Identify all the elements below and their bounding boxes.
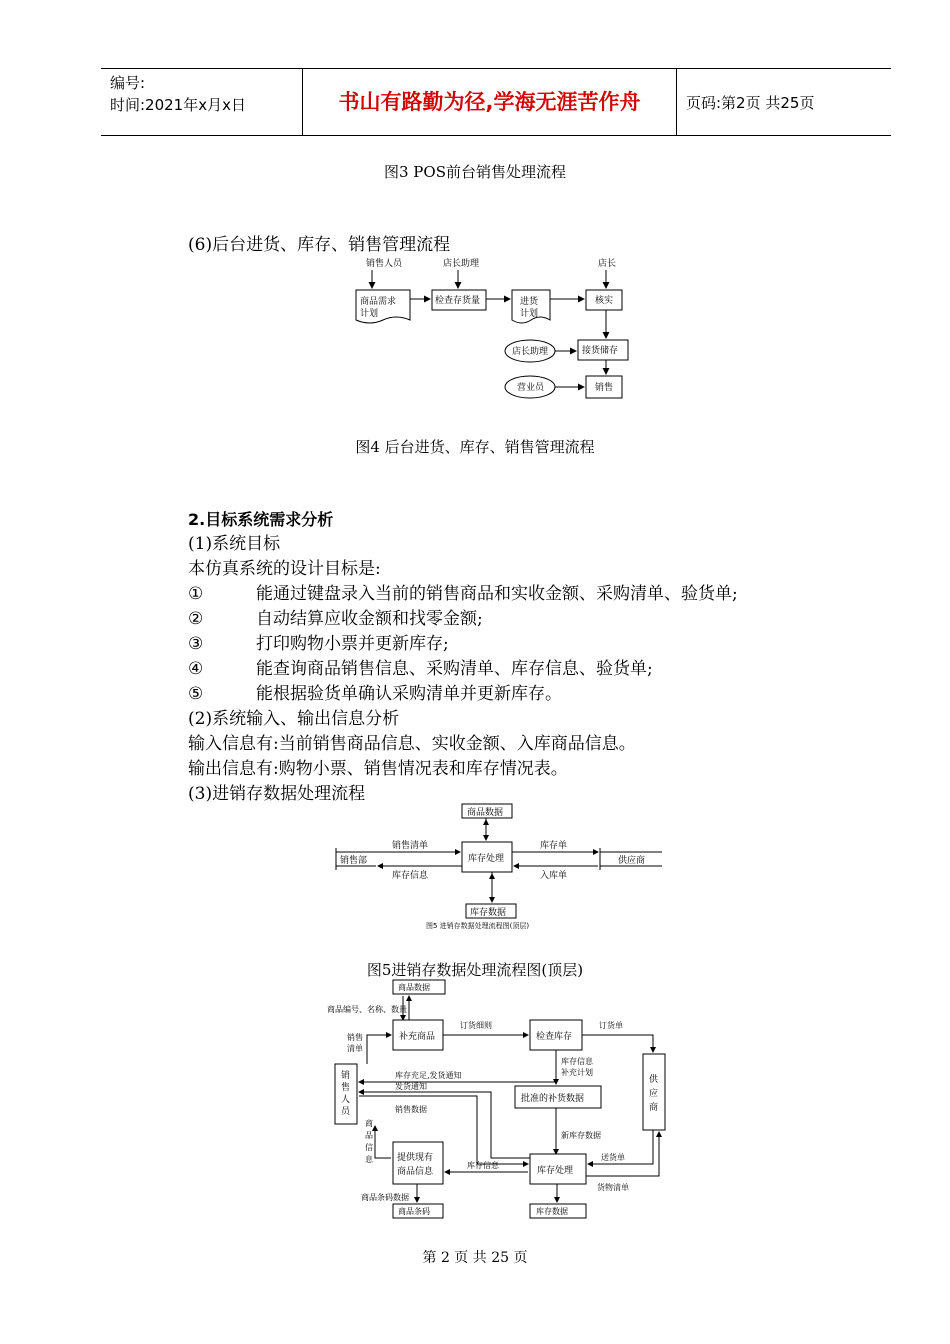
fig6-salesperson-char: 销 <box>341 1071 351 1081</box>
section2-sub3: (3)进销存数据处理流程 <box>188 784 366 804</box>
fig6-arrow <box>367 1035 391 1064</box>
fig5-stock-info: 库存信息 <box>392 871 429 881</box>
fig6-goods-info-char: 品 <box>365 1131 373 1140</box>
fig6-arrow <box>375 1126 391 1158</box>
fig6-salesperson-char: 员 <box>341 1107 351 1117</box>
goal-item-text: 打印购物小票并更新库存; <box>256 634 449 654</box>
fig6-goods-info-char: 信 <box>365 1143 373 1152</box>
fig6-sales-data: 销售数据 <box>395 1105 427 1114</box>
fig6-stock-data-label: 库存数据 <box>536 1207 568 1216</box>
header-meta <box>110 72 246 116</box>
output-info: 输出信息有:购物小票、销售情况表和库存情况表。 <box>188 759 568 779</box>
fig4-role-manager: 店长 <box>598 259 617 269</box>
fig6-diagram <box>325 978 670 1222</box>
fig6-new-stock: 新库存数据 <box>561 1131 601 1140</box>
fig6-stock-info-2: 库存信息 <box>467 1161 499 1170</box>
fig6-goods-info-char: 商 <box>365 1119 373 1128</box>
section2-title: 2.目标系统需求分析 <box>188 510 334 529</box>
goal-item-num: ⑤ <box>188 684 204 704</box>
fig6-delivery: 送货单 <box>601 1153 625 1162</box>
header-bottom-rule <box>101 135 891 136</box>
fig6-process-label: 库存处理 <box>537 1166 574 1176</box>
fig4-sale-label: 销售 <box>595 383 614 393</box>
fig6-approved-label: 批准的补货数据 <box>521 1094 585 1104</box>
fig5-stock-sheet: 库存单 <box>540 841 568 851</box>
fig6-goods-list: 货物清单 <box>597 1183 629 1192</box>
fig6-ship-notice: 发货通知 <box>395 1082 427 1091</box>
goal-item-num: ③ <box>188 634 204 654</box>
fig6-supplier-char: 商 <box>649 1103 659 1113</box>
fig6-sales-list-1: 销售 <box>347 1033 363 1042</box>
input-info: 输入信息有:当前销售商品信息、实收金额、入库商品信息。 <box>188 734 636 754</box>
fig6-provide-line1: 提供现有 <box>397 1153 434 1163</box>
goal-item-num: ② <box>188 609 204 629</box>
fig4-caption: 图4 后台进货、库存、销售管理流程 <box>355 438 595 456</box>
fig4-doc-purchase-line1: 进货 <box>520 297 539 307</box>
fig6-goods-fields: 商品编号、名称、数量 <box>327 1005 407 1014</box>
goal-item-text: 能根据验货单确认采购清单并更新库存。 <box>256 684 562 704</box>
fig4-role-sales: 销售人员 <box>366 259 403 269</box>
fig4-oval-assistant-label: 店长助理 <box>512 347 549 357</box>
header-page-label: 页码:第2页 共25页 <box>686 94 815 112</box>
fig6-replenish-plan: 补充计划 <box>561 1068 593 1077</box>
fig6-salesperson-char: 人 <box>341 1095 351 1105</box>
fig4-doc-purchase-line2: 计划 <box>520 309 539 319</box>
time-label: 时间:2021年x月x日 <box>110 96 246 114</box>
fig4-doc-plan-line2: 计划 <box>360 309 379 319</box>
fig6-order-detail: 订货细则 <box>460 1021 492 1030</box>
section6-title: (6)后台进货、库存、销售管理流程 <box>188 235 451 255</box>
section2-sub1: (1)系统目标 <box>188 534 281 554</box>
fig6-goods-data-label: 商品数据 <box>398 983 430 992</box>
fig5-caption: 图5进销存数据处理流程图(顶层) <box>366 961 584 979</box>
fig4-doc-plan-line1: 商品需求 <box>360 297 397 307</box>
goal-item-num: ④ <box>188 659 204 679</box>
page-footer: 第 2 页 共 25 页 <box>422 1250 528 1266</box>
fig6-barcode-label: 商品条码 <box>398 1207 430 1216</box>
fig4-diagram <box>340 254 640 414</box>
section2-intro: 本仿真系统的设计目标是: <box>188 559 381 579</box>
fig6-goods-info-char: 息 <box>365 1155 373 1164</box>
fig4-oval-clerk-label: 营业员 <box>517 383 545 393</box>
goal-item-num: ① <box>188 584 204 604</box>
fig6-replenish-label: 补充商品 <box>399 1032 436 1042</box>
goal-item <box>188 682 562 707</box>
fig6-order-sheet: 订货单 <box>599 1021 623 1030</box>
fig4-verify-label: 核实 <box>595 296 614 306</box>
goal-item-text: 自动结算应收金额和找零金额; <box>256 609 483 629</box>
header-top-rule <box>101 68 891 69</box>
fig5-inner-caption: 图5 进销存数据处理流程图(顶层) <box>426 922 530 930</box>
header-divider <box>676 68 677 135</box>
fig6-provide <box>393 1142 443 1184</box>
fig6-stock-ok: 库存充足,发货通知 <box>395 1071 462 1080</box>
fig6-sales-list-2: 清单 <box>347 1044 363 1053</box>
fig5-diagram <box>330 800 670 935</box>
fig6-supplier-char: 应 <box>649 1089 659 1099</box>
fig6-arrow <box>582 1035 653 1052</box>
goal-item-text: 能查询商品销售信息、采购清单、库存信息、验货单; <box>256 659 653 679</box>
fig3-caption: 图3 POS前台销售处理流程 <box>384 163 566 181</box>
goal-item <box>188 607 483 632</box>
fig5-in-sheet: 入库单 <box>540 871 568 881</box>
header-motto: 书山有路勤为径,学海无涯苦作舟 <box>338 90 641 114</box>
fig6-barcode-data: 商品条码数据 <box>361 1193 409 1202</box>
fig6-provide-line2: 商品信息 <box>397 1167 434 1177</box>
fig5-goods-data-label: 商品数据 <box>467 808 504 818</box>
fig6-stock-info-1: 库存信息 <box>561 1057 593 1066</box>
section2-sub2: (2)系统输入、输出信息分析 <box>188 709 400 729</box>
fig5-stock-data-label: 库存数据 <box>470 908 507 918</box>
fig5-process-label: 库存处理 <box>468 854 505 864</box>
fig4-receive-label: 接货储存 <box>582 346 619 356</box>
fig5-sales-dept: 销售部 <box>340 856 368 866</box>
number-label: 编号: <box>110 74 146 92</box>
fig6-supplier-char: 供 <box>649 1075 659 1085</box>
fig6-check-stock-label: 检查库存 <box>536 1032 573 1042</box>
goal-item <box>188 657 653 682</box>
fig5-sales-list: 销售清单 <box>392 841 429 851</box>
goal-item <box>188 582 738 607</box>
fig6-salesperson-char: 售 <box>341 1083 351 1093</box>
fig4-role-assistant: 店长助理 <box>443 259 480 269</box>
goal-item-text: 能通过键盘录入当前的销售商品和实收金额、采购清单、验货单; <box>256 584 738 604</box>
goal-item <box>188 632 449 657</box>
fig5-supplier: 供应商 <box>618 856 646 866</box>
fig4-check-stock-label: 检查存货量 <box>435 296 481 306</box>
fig6-arrow <box>359 1092 530 1158</box>
